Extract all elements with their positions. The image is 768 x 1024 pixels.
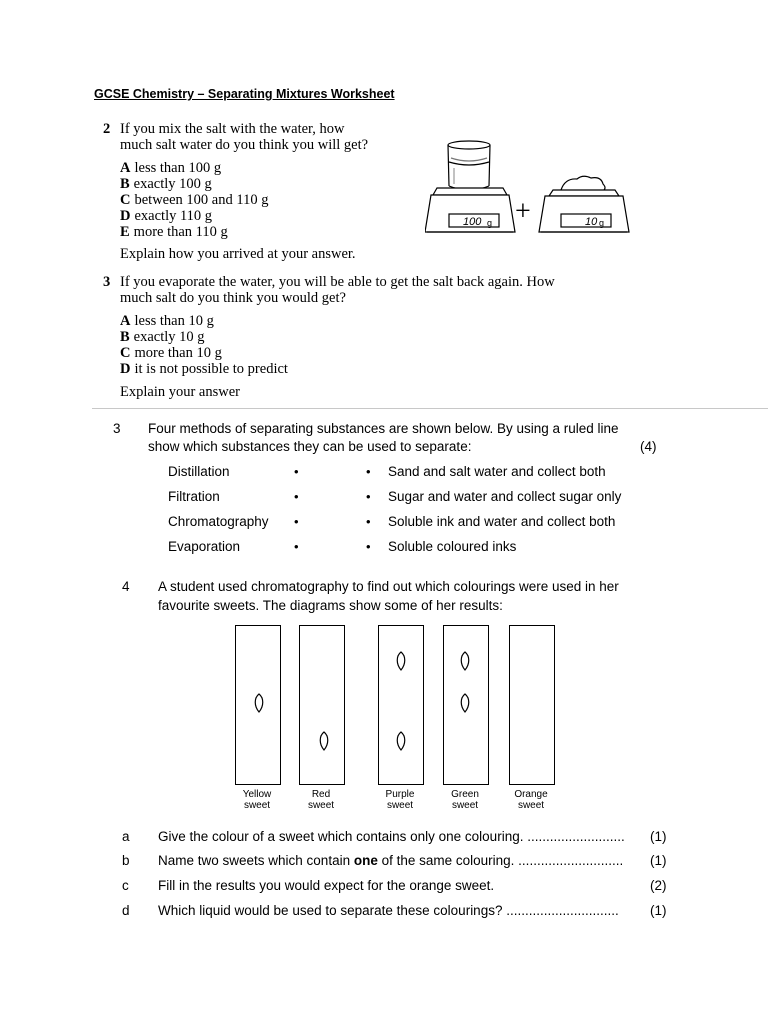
method-evaporation: Evaporation bbox=[168, 539, 241, 554]
method-distillation: Distillation bbox=[168, 464, 230, 479]
q3b-marks: (4) bbox=[640, 439, 657, 454]
q3b-text-line1: Four methods of separating substances are shown below. By using a ruled line bbox=[148, 421, 619, 436]
method-bullet: • bbox=[294, 464, 299, 479]
q4-part-c-letter: c bbox=[122, 878, 129, 893]
q4-part-d-marks: (1) bbox=[650, 903, 667, 918]
q4-part-a-marks: (1) bbox=[650, 829, 667, 844]
q3a-option-d: D it is not possible to predict bbox=[120, 361, 288, 377]
scale-1-reading: 100 bbox=[463, 216, 482, 228]
dye-spot bbox=[394, 731, 408, 751]
q3b-number: 3 bbox=[113, 421, 121, 436]
substance-bullet: • bbox=[366, 464, 371, 479]
dye-spot bbox=[252, 693, 266, 713]
q2-text-line2: much salt water do you think you will get? bbox=[120, 137, 369, 153]
method-bullet: • bbox=[294, 489, 299, 504]
label-green-sweet: Green sweet bbox=[451, 789, 479, 811]
scale-1-unit: g bbox=[487, 218, 493, 228]
method-bullet: • bbox=[294, 514, 299, 529]
q2-text-line1: If you mix the salt with the water, how bbox=[120, 121, 345, 137]
method-chromatography: Chromatography bbox=[168, 514, 269, 529]
substance-2: Sugar and water and collect sugar only bbox=[388, 489, 622, 504]
q4-part-d-letter: d bbox=[122, 903, 130, 918]
section-divider bbox=[92, 408, 768, 409]
q4-part-c-text: Fill in the results you would expect for the orange sweet. bbox=[158, 878, 495, 893]
scale-2-unit: g bbox=[599, 218, 605, 228]
chromatogram-red bbox=[299, 625, 345, 785]
scale-2 bbox=[539, 190, 629, 232]
q4-part-b-marks: (1) bbox=[650, 853, 667, 868]
q4-text-line1: A student used chromatography to find out which colourings were used in her bbox=[158, 579, 619, 594]
substance-bullet: • bbox=[366, 514, 371, 529]
q3a-number: 3 bbox=[103, 274, 111, 290]
plus-sign: + bbox=[515, 196, 531, 227]
beaker-icon bbox=[448, 141, 490, 190]
method-filtration: Filtration bbox=[168, 489, 220, 504]
chromatogram-purple bbox=[378, 625, 424, 785]
dye-spot bbox=[317, 731, 331, 751]
substance-4: Soluble coloured inks bbox=[388, 539, 517, 554]
label-yellow-sweet: Yellow sweet bbox=[242, 789, 272, 811]
q4-part-a-text: Give the colour of a sweet which contains only one colouring. .......................... bbox=[158, 829, 625, 844]
q4-part-b-text: Name two sweets which contain one of the same colouring. ............................ bbox=[158, 853, 624, 868]
substance-bullet: • bbox=[366, 539, 371, 554]
dye-spot bbox=[458, 651, 472, 671]
substance-1: Sand and salt water and collect both bbox=[388, 464, 606, 479]
q4-number: 4 bbox=[122, 579, 130, 594]
method-bullet: • bbox=[294, 539, 299, 554]
dye-spot bbox=[394, 651, 408, 671]
q2-number: 2 bbox=[103, 121, 111, 137]
q2-option-d: D exactly 110 g bbox=[120, 208, 213, 224]
label-orange-sweet: Orange sweet bbox=[514, 789, 548, 811]
worksheet-title: GCSE Chemistry – Separating Mixtures Worksheet bbox=[94, 87, 395, 101]
label-red-sweet: Red sweet bbox=[307, 789, 335, 811]
q4-part-c-marks: (2) bbox=[650, 878, 667, 893]
q3a-option-b: B exactly 10 g bbox=[120, 329, 205, 345]
chromatogram-orange bbox=[509, 625, 555, 785]
dye-spot bbox=[458, 693, 472, 713]
substance-3: Soluble ink and water and collect both bbox=[388, 514, 616, 529]
q2-option-e: E more than 110 g bbox=[120, 224, 228, 240]
q3a-text-line1: If you evaporate the water, you will be able to get the salt back again. How bbox=[120, 274, 555, 290]
q3a-option-c: C more than 10 g bbox=[120, 345, 222, 361]
q4-part-b-letter: b bbox=[122, 853, 130, 868]
q4-text-line2: favourite sweets. The diagrams show some of her results: bbox=[158, 598, 503, 613]
scale-2-reading: 10 bbox=[585, 216, 598, 228]
label-purple-sweet: Purple sweet bbox=[385, 789, 415, 811]
q2-option-a: A less than 100 g bbox=[120, 160, 222, 176]
q4-part-d-text: Which liquid would be used to separate these colourings? .............................. bbox=[158, 903, 619, 918]
substance-bullet: • bbox=[366, 489, 371, 504]
q2-option-c: C between 100 and 110 g bbox=[120, 192, 269, 208]
q2-option-b: B exactly 100 g bbox=[120, 176, 212, 192]
q3a-explain: Explain your answer bbox=[120, 384, 240, 400]
q3b-text-line2: show which substances they can be used to separate: bbox=[148, 439, 472, 454]
scales-illustration bbox=[425, 138, 635, 238]
q2-explain: Explain how you arrived at your answer. bbox=[120, 246, 356, 262]
q3a-text-line2: much salt do you think you would get? bbox=[120, 290, 346, 306]
q4-part-a-letter: a bbox=[122, 829, 130, 844]
q3a-option-a: A less than 10 g bbox=[120, 313, 214, 329]
